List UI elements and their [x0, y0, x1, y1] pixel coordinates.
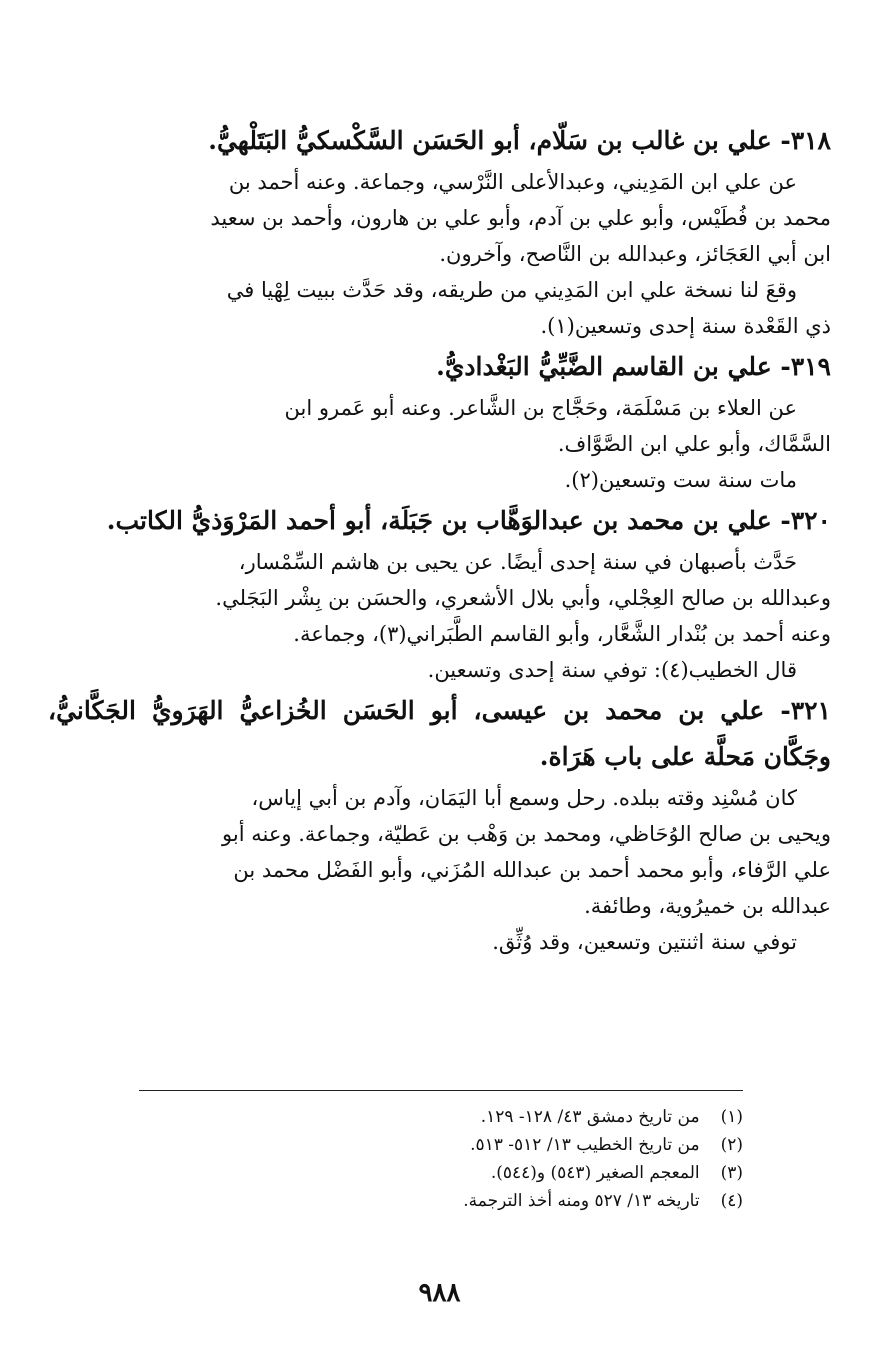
entry-line: السَّمَّاك، وأبو علي ابن الصَّوَّاف.	[557, 432, 831, 456]
footnotes	[123, 1103, 743, 1215]
entry-line: عبدالله بن خميرُوية، وطائفة.	[584, 894, 831, 918]
entry-321	[48, 688, 831, 960]
footnote-text: من تاريخ الخطيب ١٣/ ٥١٢- ٥١٣.	[470, 1135, 700, 1155]
entry-318	[48, 118, 831, 344]
entry-heading: ٣١٨- علي بن غالب بن سَلّام، أبو الحَسَن السَّكْسكيُّ البَتَلْهيُّ.	[208, 126, 831, 155]
entry-line: ابن أبي العَجَائز، وعبدالله بن النَّاصح، وآخرون.	[439, 242, 831, 266]
entry-heading: ٣٢١- علي بن محمد بن عيسى، أبو الحَسَن الخُزاعيُّ الهَرَويُّ الجَكَّانيُّ، وجَكَّان مَحلَّة على باب هَرَاة.	[48, 696, 831, 771]
footnote-divider	[139, 1090, 743, 1091]
entry-line: عن علي ابن المَدِيني، وعبدالأعلى النَّرْسي، وجماعة. وعنه أحمد بن	[228, 170, 797, 194]
entry-line: مات سنة ست وتسعين(٢).	[564, 468, 797, 492]
footnote-text: تاريخه ١٣/ ٥٢٧ ومنه أخذ الترجمة.	[463, 1191, 700, 1211]
entry-line: توفي سنة اثنتين وتسعين، وقد وُثِّق.	[492, 930, 797, 954]
entry-319	[48, 344, 831, 498]
entry-line: قال الخطيب(٤): توفي سنة إحدى وتسعين.	[427, 658, 797, 682]
entry-line: وقعَ لنا نسخة علي ابن المَدِيني من طريقه، وقد حَدَّث ببيت لِهْيا في	[226, 278, 797, 302]
footnote-number: (١)	[720, 1107, 743, 1127]
entry-line: ويحيى بن صالح الوُحَاظي، ومحمد بن وَهْب بن عَطيّة، وجماعة. وعنه أبو	[222, 822, 831, 846]
entry-line: عن العلاء بن مَسْلَمَة، وحَجَّاج بن الشَّاعر. وعنه أبو عَمرو ابن	[284, 396, 797, 420]
footnote	[123, 1159, 743, 1187]
footnote-number: (٤)	[720, 1191, 743, 1211]
page-number: ٩٨٨	[418, 1278, 461, 1308]
entry-line: حَدَّث بأصبهان في سنة إحدى أيضًا. عن يحيى بن هاشم السِّمْسار،	[238, 550, 797, 574]
footnote-text: المعجم الصغير (٥٤٣) و(٥٤٤).	[490, 1163, 700, 1183]
footnote-text: من تاريخ دمشق ٤٣/ ١٢٨- ١٢٩.	[480, 1107, 700, 1127]
entry-line: وعنه أحمد بن بُنْدار الشَّعَّار، وأبو القاسم الطَّبَراني(٣)، وجماعة.	[293, 622, 831, 646]
entry-heading: ٣١٩- علي بن القاسم الضَّبِّيُّ البَغْداديُّ.	[436, 352, 831, 381]
entry-heading: ٣٢٠- علي بن محمد بن عبدالوَهَّاب بن جَبَلَة، أبو أحمد المَرْوَذيُّ الكاتب.	[106, 506, 831, 535]
footnote	[123, 1131, 743, 1159]
entry-320	[48, 498, 831, 688]
footnote-number: (٣)	[720, 1163, 743, 1183]
entry-line: علي الرَّفاء، وأبو محمد أحمد بن عبدالله المُزَني، وأبو الفَضْل محمد بن	[233, 858, 831, 882]
entry-line: كان مُسْنِد وقته ببلده. رحل وسمع أبا اليَمَان، وآدم بن أبي إياس،	[251, 786, 797, 810]
footnote	[123, 1103, 743, 1131]
entry-line: محمد بن فُطَيْس، وأبو علي بن آدم، وأبو علي بن هارون، وأحمد بن سعيد	[210, 206, 831, 230]
footnote-number: (٢)	[720, 1135, 743, 1155]
entry-line: ذي القَعْدة سنة إحدى وتسعين(١).	[540, 314, 831, 338]
footnote	[123, 1187, 743, 1215]
entry-line: وعبدالله بن صالح العِجْلي، وأبي بلال الأشعري، والحسَن بن بِشْر البَجَلي.	[215, 586, 831, 610]
